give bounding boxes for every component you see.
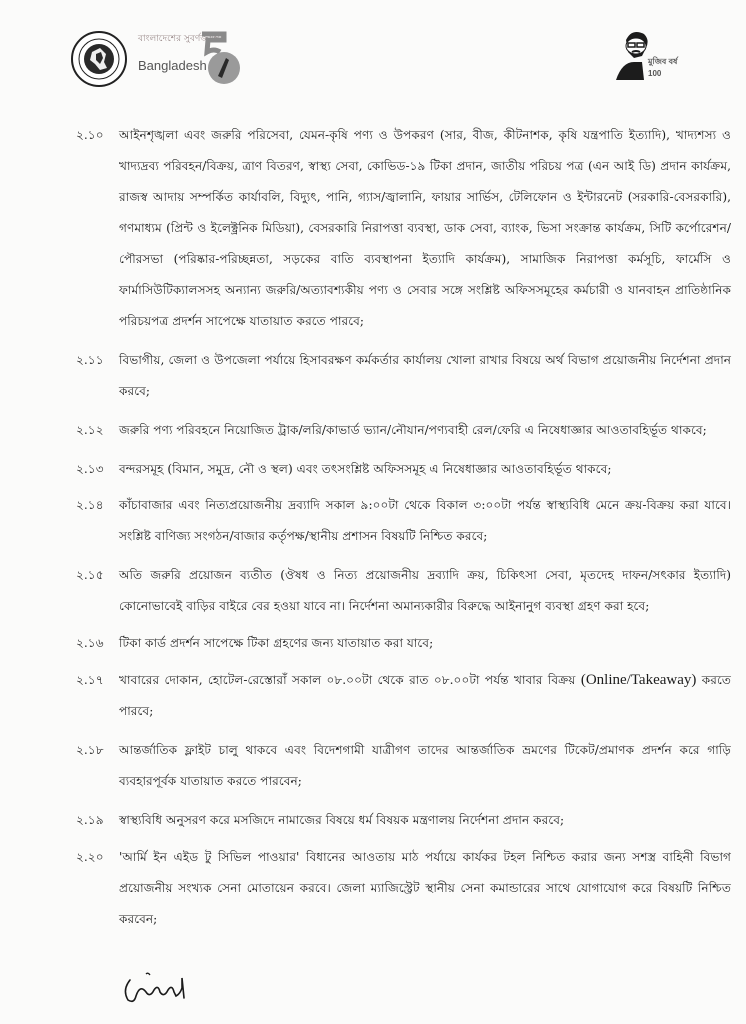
clause-2-16 — [76, 628, 731, 659]
clause-text: আইনশৃঙ্খলা এবং জরুরি পরিসেবা, যেমন-কৃষি পণ্য ও উপকরণ (সার, বীজ, কীটনাশক, কৃষি যন্ত্রপাতি ইত্যাদি), খাদ্যশস্য ও খাদ্যদ্রব্য পরিবহন/বিক্রয়, ত্রাণ বিতরণ, স্বাস্থ্য সেবা, কোভিড-১৯ টিকা প্রদান, জাতীয় পরিচয় পত্র (এন আই ডি) প্রদান কার্যক্রম, রাজস্ব আদায় সম্পর্কিত কার্যাবলি, বিদ্যুৎ, পানি, গ্যাস/জ্বালানি, ফায়ার সার্ভিস, টেলিফোন ও ইন্টারনেট (সরকারি-বেসরকারি), গণমাধ্যম (প্রিন্ট ও ইলেক্ট্রনিক মিডিয়া), বেসরকারি নিরাপত্তা ব্যবস্থা, ডাক সেবা, ব্যাংক, ভিসা সংক্রান্ত কার্যক্রম, সিটি কর্পোরেশন/পৌরসভা (পরিষ্কার-পরিচ্ছন্নতা, সড়কের বাতি ব্যবস্থাপনা ইত্যাদি কার্যক্রম), সামাজিক নিরাপত্তা কর্মসূচি, ফার্মেসি ও ফার্মাসিউটিক্যালসসহ অন্যান্য জরুরি/অত্যাবশ্যকীয় পণ্য ও সেবার সঙ্গে সংশ্লিষ্ট অফিসসমূহের কর্মচারী ও যানবাহন প্রাতিষ্ঠানিক পরিচয়পত্র প্রদর্শন সাপেক্ষে যাতায়াত করতে পারবে; — [119, 128, 731, 328]
clause-text: অতি জরুরি প্রয়োজন ব্যতীত (ঔষধ ও নিত্য প্রয়োজনীয় দ্রব্যাদি ক্রয়, চিকিৎসা সেবা, মৃতদেহ দাফন/সৎকার ইত্যাদি) কোনোভাবেই বাড়ির বাইরে বের হওয়া যাবে না। নির্দেশনা অমান্যকারীর বিরুদ্ধে আইনানুগ ব্যবস্থা গ্রহণ করা হবে; — [119, 568, 731, 613]
clause-text: আন্তর্জাতিক ফ্লাইট চালু থাকবে এবং বিদেশগামী যাত্রীগণ তাদের আন্তর্জাতিক ভ্রমণের টিকেট/প্রমাণক প্রদর্শন করে গাড়ি ব্যবহারপূর্বক যাতায়াত করতে পারবেন; — [119, 743, 731, 788]
signature-icon — [120, 970, 192, 1010]
clause-2-20 — [76, 842, 731, 935]
fifty-emblem-icon — [196, 28, 242, 90]
clause-number: ২.১২ — [76, 423, 104, 437]
mujib-text — [648, 56, 692, 78]
clause-number: ২.১৩ — [76, 462, 104, 476]
clause-text: বন্দরসমূহ (বিমান, সমুদ্র, নৌ ও স্থল) এবং তৎসংশ্লিষ্ট অফিসসমূহ এ নিষেধাজ্ঞার আওতাবহির্ভূত থাকবে; — [119, 462, 612, 476]
clause-number: ২.১৬ — [76, 636, 104, 650]
clause-2-11 — [76, 345, 731, 407]
clause-2-13 — [76, 454, 731, 485]
clause-text: কাঁচাবাজার এবং নিত্যপ্রয়োজনীয় দ্রব্যাদি সকাল ৯:০০টা থেকে বিকাল ৩:০০টা পর্যন্ত স্বাস্থ্যবিধি মেনে ক্রয়-বিক্রয় করা যাবে। সংশ্লিষ্ট বাণিজ্য সংগঠন/বাজার কর্তৃপক্ষ/স্থানীয় প্রশাসন বিষয়টি নিশ্চিত করবে; — [119, 498, 731, 543]
clause-number: ২.১৭ — [76, 673, 104, 687]
clause-text: টিকা কার্ড প্রদর্শন সাপেক্ষে টিকা গ্রহণের জন্য যাতায়াত করা যাবে; — [119, 636, 434, 650]
bangladesh-50-logo — [138, 28, 243, 90]
clause-text: 'আর্মি ইন এইড টু সিভিল পাওয়ার' বিধানের আওতায় মাঠ পর্যায়ে কার্যকর টহল নিশ্চিত করার জন্য সশস্ত্র বাহিনী বিভাগ প্রয়োজনীয় সংখ্যক সেনা মোতায়েন করবে। জেলা ম্যাজিস্ট্রেট স্থানীয় সেনা কমান্ডারের সাথে যোগাযোগ করে বিষয়টি নিশ্চিত করবেন; — [119, 850, 731, 926]
letterhead — [0, 0, 746, 110]
clause-2-19 — [76, 805, 731, 836]
clause-number: ২.১৪ — [76, 498, 104, 512]
directive-list — [76, 120, 731, 935]
b50-bengali-text: বাংলাদেশের সুবর্ণজয়ন্তী — [138, 34, 223, 44]
mujib-borsho-logo — [612, 26, 692, 82]
mujib-number: 100 — [648, 69, 662, 78]
clause-text-end: করতে পারবে; — [119, 673, 731, 718]
clause-2-17 — [76, 665, 731, 727]
clause-number: ২.১০ — [76, 128, 104, 142]
clause-number: ২.১৮ — [76, 743, 104, 757]
clause-text-main: খাবারের দোকান, হোটেল-রেস্তোরাঁ সকাল ০৮.০০টা থেকে রাত ০৮.০০টা পর্যন্ত খাবার বিক্রয় — [119, 673, 576, 687]
clause-2-10 — [76, 120, 731, 337]
clause-number: ২.১৫ — [76, 568, 104, 582]
clause-2-15 — [76, 560, 731, 622]
clause-text: স্বাস্থ্যবিধি অনুসরণ করে মসজিদে নামাজের বিষয়ে ধর্ম বিষয়ক মন্ত্রণালয় নির্দেশনা প্রদান করবে; — [119, 813, 565, 827]
clause-2-18 — [76, 735, 731, 797]
mujib-word: মুজিব বর্ষ — [648, 57, 678, 66]
b50-word: Bangladesh — [138, 58, 207, 73]
clause-number: ২.২০ — [76, 850, 104, 864]
clause-text: জরুরি পণ্য পরিবহনে নিয়োজিত ট্রাক/লরি/কাভার্ড ভ্যান/নৌযান/পণ্যবাহী রেল/ফেরি এ নিষেধাজ্ঞার আওতাবহির্ভূত থাকবে; — [119, 423, 707, 437]
clause-number: ২.১৯ — [76, 813, 104, 827]
clause-2-12 — [76, 415, 731, 446]
clause-text: বিভাগীয়, জেলা ও উপজেলা পর্যায়ে হিসাবরক্ষণ কর্মকর্তার কার্যালয় খোলা রাখার বিষয়ে অর্থ বিভাগ প্রয়োজনীয় নির্দেশনা প্রদান করবে; — [119, 353, 731, 398]
government-seal-icon — [70, 30, 128, 88]
clause-2-14 — [76, 490, 731, 552]
clause-number: ২.১১ — [76, 353, 104, 367]
clause-text — [119, 665, 731, 727]
online-takeaway-text: (Online/Takeaway) — [580, 672, 697, 688]
